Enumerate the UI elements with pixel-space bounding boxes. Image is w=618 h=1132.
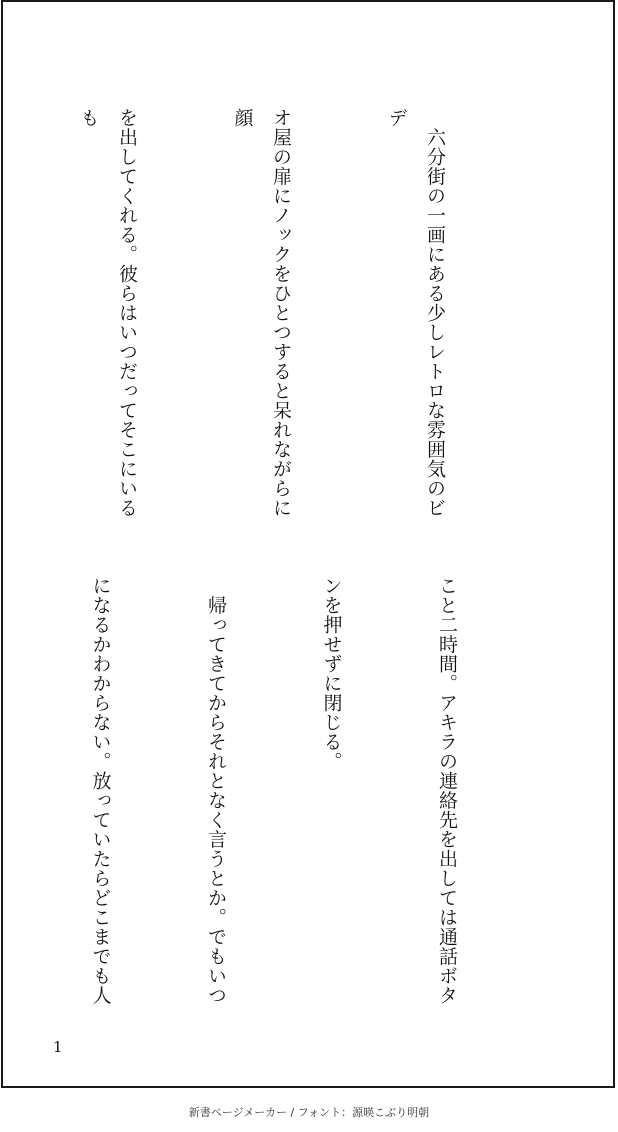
text-line: を出してくれる。彼らはいつだってそこにいるも xyxy=(77,108,138,518)
text-line xyxy=(0,576,4,1006)
text-line: こと二時間。アキラの連絡先を出しては通話ボタ xyxy=(436,576,458,1005)
text-line: 帰ってきてからそれとなく言うとか。でもいつ xyxy=(205,576,227,1005)
text-line: 六分街の一画にある少しレトロな雰囲気のビデ xyxy=(385,108,446,518)
text-line: になるかわからない。放っていたらどこまでも人 xyxy=(89,576,112,1005)
footer-credit: 新書ページメーカー / フォント：源暎こぶり明朝 xyxy=(188,1106,430,1119)
page-frame xyxy=(1,0,615,1088)
text-block-upper xyxy=(71,108,531,532)
text-line: オ屋の扉にノックをひとつすると呆れながらに顔 xyxy=(231,108,292,518)
page-number: 1 xyxy=(53,1038,63,1056)
text-block-lower xyxy=(73,576,543,1006)
text-line: ンを押せずに閉じる。 xyxy=(320,576,343,771)
